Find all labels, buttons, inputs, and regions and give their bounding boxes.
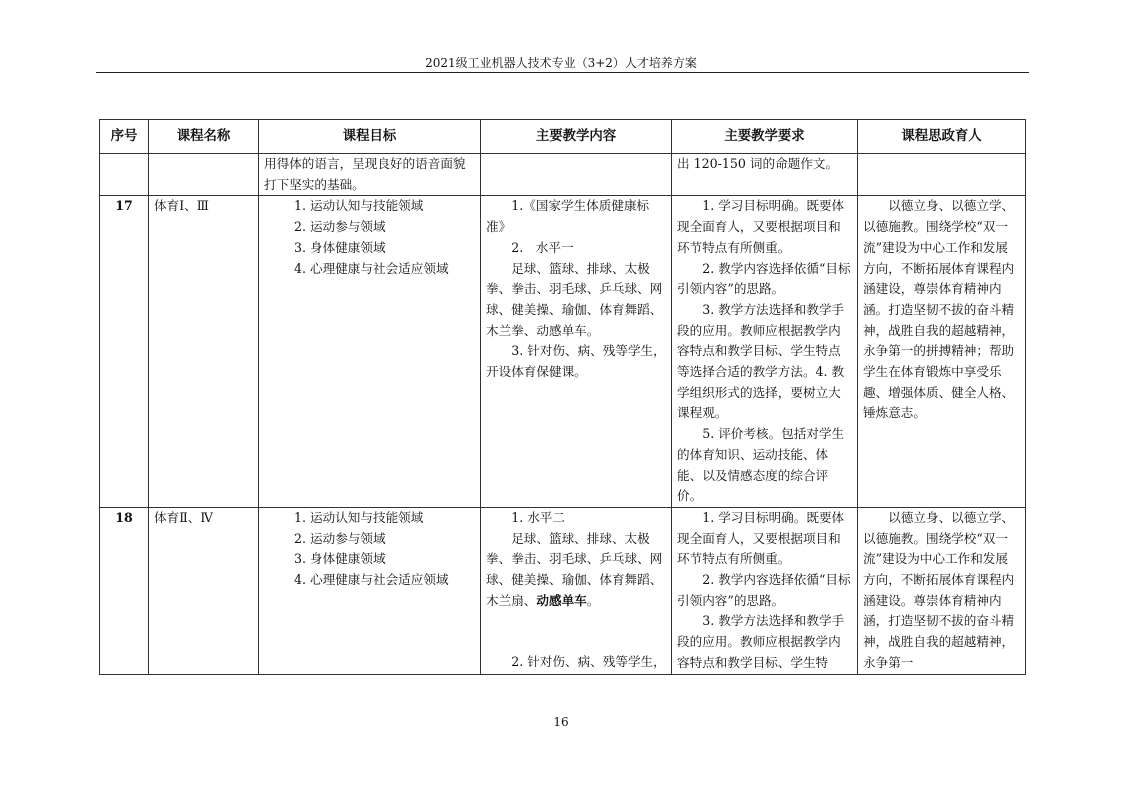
column-header-teaching-requirements: 主要教学要求 — [672, 120, 858, 154]
row-number: 18 — [100, 507, 149, 674]
column-header-course-name: 课程名称 — [149, 120, 259, 154]
content-paragraph: 1.《国家学生体质健康标准》 — [486, 198, 650, 235]
requirement-paragraph: 2. 教学内容选择依循“目标引领内容”的思路。 — [677, 260, 851, 297]
course-goals-cell — [259, 507, 481, 674]
goal-item: 1. 运动认知与技能领域 — [294, 509, 424, 525]
continued-ideology-cell — [858, 154, 1026, 196]
content-paragraph: 2. 针对伤、病、残等学生， — [511, 654, 666, 670]
row-number: 17 — [100, 196, 149, 508]
page-number: 16 — [553, 715, 569, 729]
continued-name-cell — [149, 154, 259, 196]
content-spacer — [486, 611, 666, 652]
course-name: 体育Ⅰ、Ⅲ — [149, 196, 259, 508]
ideology-paragraph: 以德立身、以德立学、以德施教。围绕学校“双一流”建设为中心工作和发展方向，不断拓展体育课程内涵建设。尊崇体育精神内涵，打造坚韧不拔的奋斗精神，战胜自我的超越精神，永争第一 — [863, 509, 1015, 670]
content-paragraph: 1. 水平二 — [511, 509, 565, 525]
goal-item: 2. 运动参与领域 — [294, 219, 386, 235]
column-header-ideological-education: 课程思政育人 — [858, 120, 1026, 154]
requirement-paragraph: 1. 学习目标明确。既要体现全面育人，又要根据项目和环节特点有所侧重。 — [677, 509, 845, 567]
content-paragraph: 足球、篮球、排球、太极拳、拳击、羽毛球、乒乓球、网球、健美操、瑜伽、体育舞蹈、木兰拳、动感单车。 — [486, 260, 663, 338]
goal-item: 3. 身体健康领域 — [294, 239, 386, 255]
course-goals-cell — [259, 196, 481, 508]
requirement-paragraph: 1. 学习目标明确。既要体现全面育人，又要根据项目和环节特点有所侧重。 — [677, 198, 845, 255]
table-row — [100, 196, 1026, 508]
continued-requirements-cell — [672, 154, 858, 196]
column-header-course-goal: 课程目标 — [259, 120, 481, 154]
table-row — [100, 154, 1026, 196]
table-header-row — [100, 120, 1026, 154]
requirement-paragraph: 2. 教学内容选择依循“目标引领内容”的思路。 — [677, 572, 851, 608]
course-name: 体育Ⅱ、Ⅳ — [149, 507, 259, 674]
continued-number-cell — [100, 154, 149, 196]
table-row — [100, 507, 1026, 674]
ideology-cell — [858, 507, 1026, 674]
goal-item: 1. 运动认知与技能领域 — [294, 198, 424, 214]
goal-item: 3. 身体健康领域 — [294, 551, 386, 567]
sports-list-end: 。 — [586, 592, 600, 608]
requirement-paragraph: 5. 评价考核。包括对学生的体育知识、运动技能、体能、以及情感态度的综合评价。 — [677, 426, 845, 504]
teaching-content-cell — [481, 196, 672, 508]
continued-requirements-text: 出 120-150 词的命题作文。 — [677, 156, 839, 171]
continued-goal-cell — [259, 154, 481, 196]
document-header-title: 2021级工业机器人技术专业（3+2）人才培养方案 — [425, 56, 697, 70]
column-header-number: 序号 — [100, 120, 149, 154]
continued-content-cell — [481, 154, 672, 196]
goal-item: 4. 心理健康与社会适应领域 — [294, 572, 449, 588]
content-paragraph — [486, 529, 666, 612]
requirement-paragraph: 3. 教学方法选择和教学手段的应用。教师应根据教学内容特点和教学目标、学生特点等选择合适的教学方法。4. 教学组织形式的选择，要树立大课程观。 — [677, 301, 845, 421]
content-paragraph: 3. 针对伤、病、残等学生，开设体育保健课。 — [486, 343, 666, 380]
sports-list-text: 足球、篮球、排球、太极拳、拳击、羽毛球、乒乓球、网球、健美操、瑜伽、体育舞蹈、木兰扇、 — [486, 530, 663, 608]
requirement-paragraph: 3. 教学方法选择和教学手段的应用。教师应根据教学内容特点和教学目标、学生特 — [677, 613, 845, 670]
header-divider — [96, 72, 1029, 73]
sports-list-highlight: 动感单车 — [536, 592, 587, 608]
teaching-requirements-cell — [672, 507, 858, 674]
ideology-cell — [858, 196, 1026, 508]
curriculum-table — [99, 119, 1026, 675]
continued-goal-text: 用得体的语言，呈现良好的语音面貌打下坚实的基础。 — [264, 156, 466, 192]
column-header-teaching-content: 主要教学内容 — [481, 120, 672, 154]
goal-item: 2. 运动参与领域 — [294, 530, 386, 546]
teaching-content-cell — [481, 507, 672, 674]
teaching-requirements-cell — [672, 196, 858, 508]
ideology-paragraph: 以德立身、以德立学、以德施教。围绕学校“双一流”建设为中心工作和发展方向，不断拓展体育课程内涵建设，尊崇体育精神内涵。打造坚韧不拔的奋斗精神，战胜自我的超越精神，永争第一的拼搏精神；帮助学生在体育锻炼中享受乐趣、增强体质、健全人格、锤炼意志。 — [863, 198, 1015, 421]
goal-item: 4. 心理健康与社会适应领域 — [294, 260, 449, 276]
content-paragraph: 2. 水平一 — [511, 239, 574, 255]
